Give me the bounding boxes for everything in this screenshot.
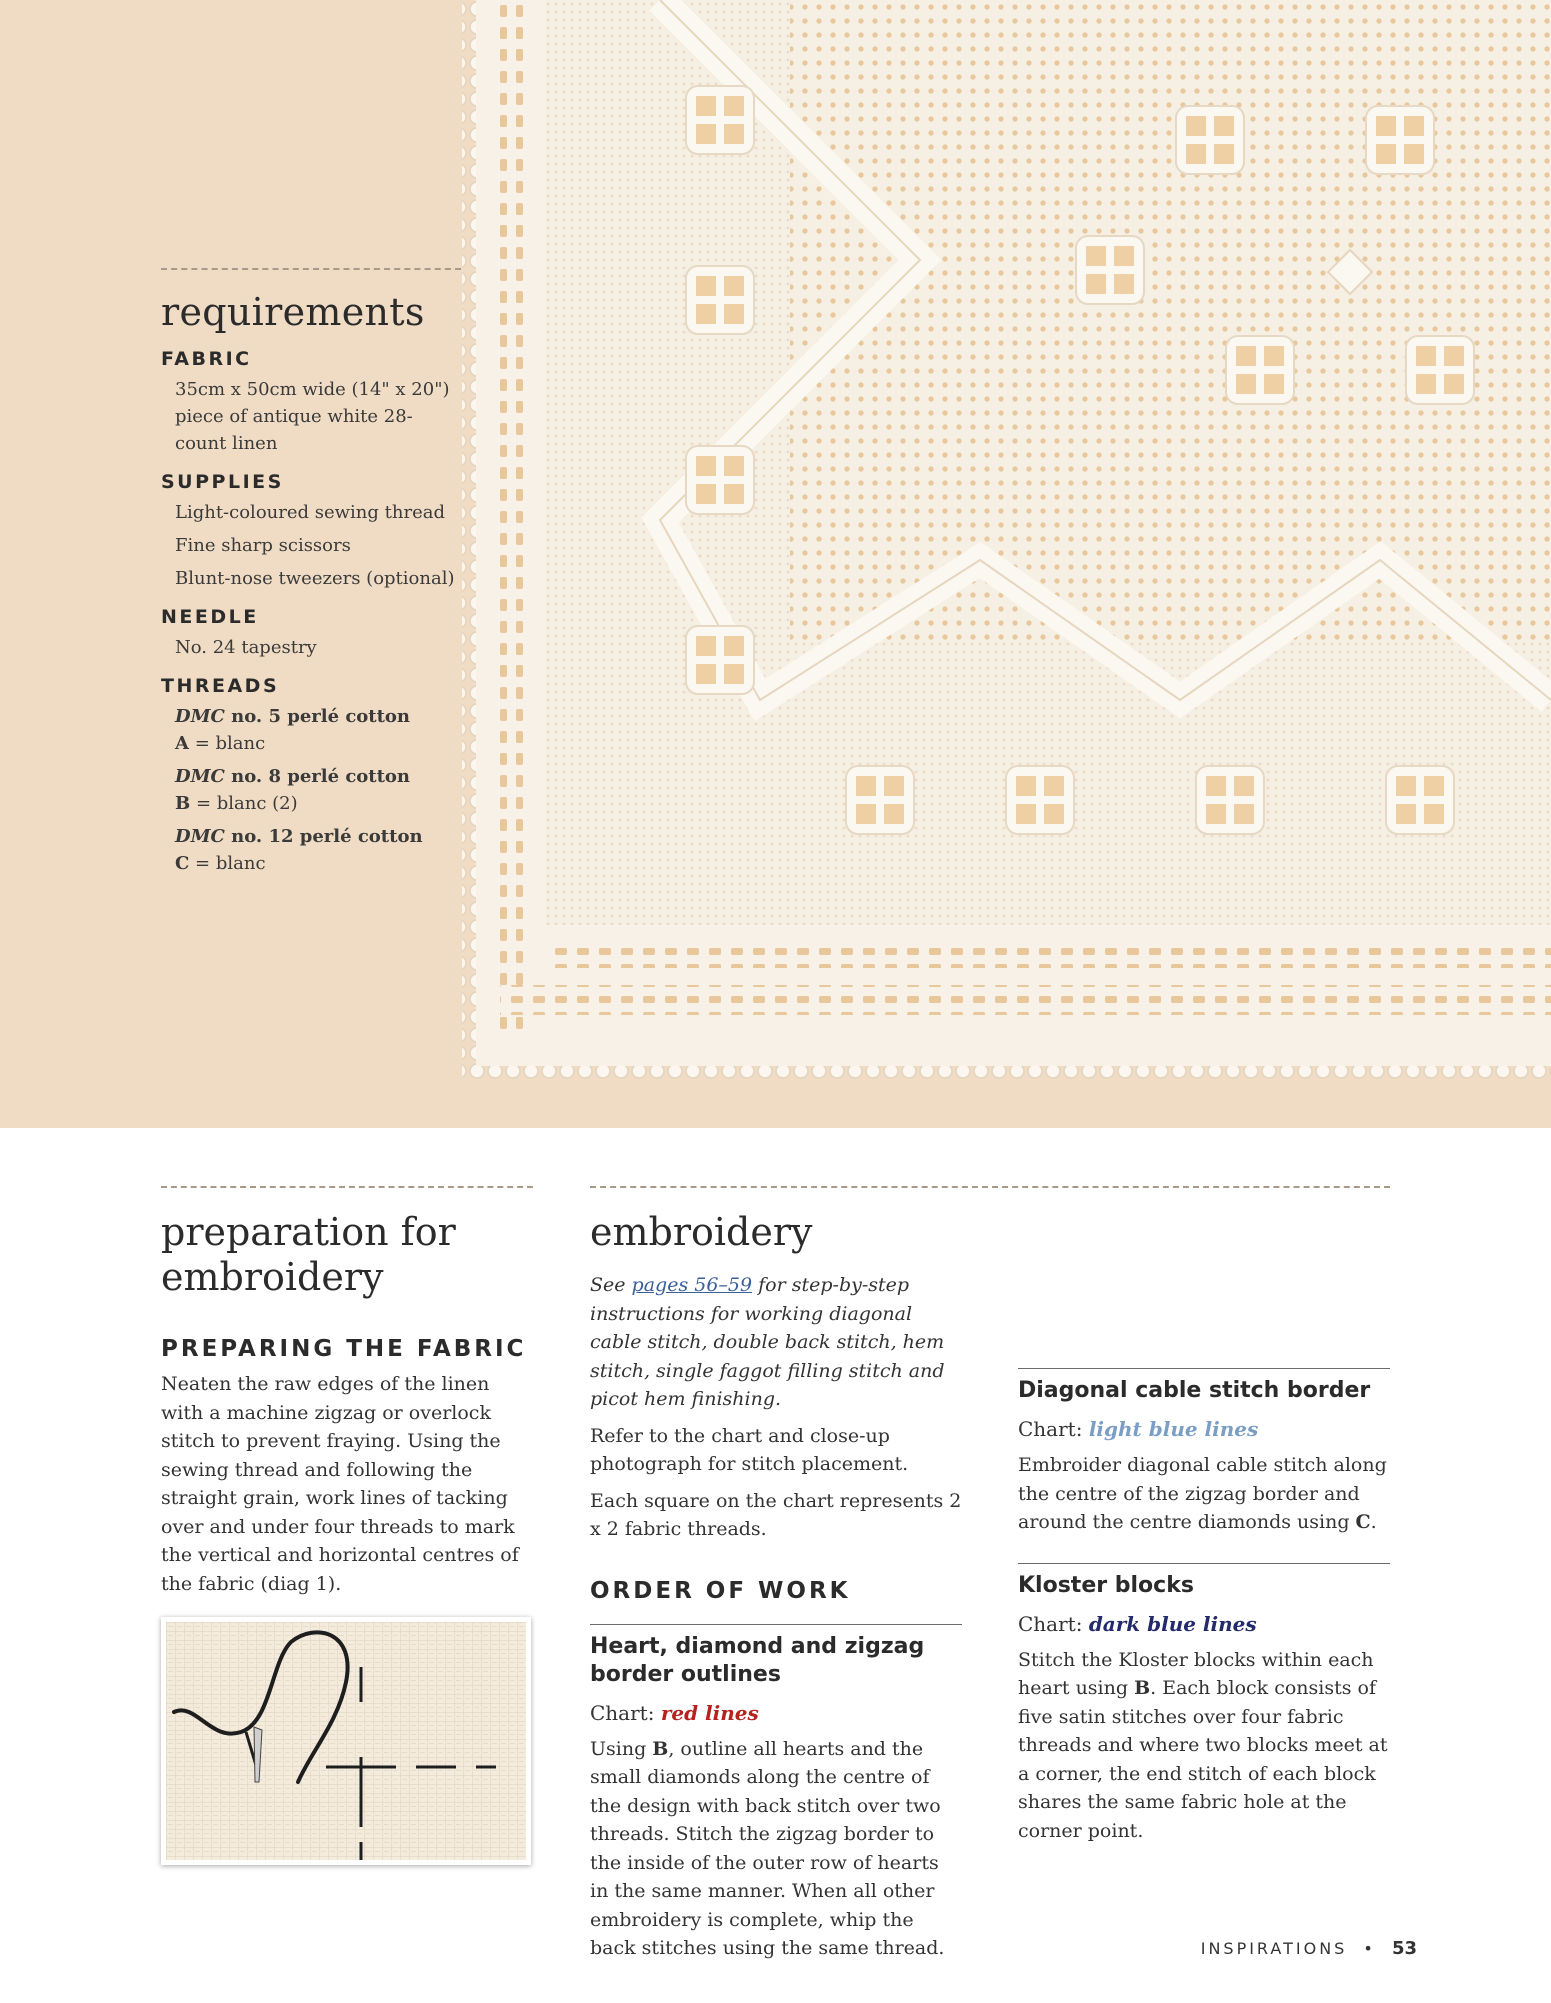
pages-link[interactable]: pages 56–59 — [631, 1274, 753, 1296]
section-divider — [1018, 1368, 1390, 1369]
chart-label: Chart: — [1018, 1611, 1089, 1636]
thread-brand: DMC — [175, 826, 225, 847]
placement-text: Refer to the chart and close-up photograph for stitch placement. — [590, 1424, 909, 1475]
section-divider — [590, 1624, 962, 1625]
thread-name: no. 12 perlé cotton — [224, 826, 423, 847]
needle-label: NEEDLE — [161, 606, 259, 628]
chart-key-kloster — [1018, 1612, 1390, 1636]
thread-color: = blanc (2) — [190, 793, 298, 814]
page-number: 53 — [1391, 1938, 1417, 1959]
cable-body — [1018, 1451, 1390, 1537]
chart-square-text: Each square on the chart represents 2 x 2 fabric threads. — [590, 1489, 962, 1540]
requirements-panel — [161, 268, 461, 883]
requirements-heading: requirements — [161, 290, 425, 334]
chart-label: Chart: — [1018, 1417, 1089, 1441]
supply-item: Blunt-nose tweezers (optional) — [175, 568, 455, 589]
thread-item — [175, 703, 461, 757]
preparation-body: Neaten the raw edges of the linen with a machine zigzag or overlock stitch to prevent fraying. Using the sewing thread and following the straight grain, work lines of tacking over and under four threads to mark the vertical and horizontal centres of the fabric (diag 1). — [161, 1373, 519, 1595]
fabric-text: 35cm x 50cm wide (14" x 20") piece of antique white 28-count linen — [175, 379, 450, 454]
thread-code: C — [175, 853, 190, 874]
embroidery-column — [590, 1186, 962, 1971]
preparation-heading-line2: embroidery — [161, 1255, 384, 1299]
s3-body-post: . Each block consists of five satin stitches over four fabric threads and where two blocks meet at a corner, the end stitch of each block shares the same fabric hole at the corner point. — [1018, 1677, 1388, 1842]
outlines-body — [590, 1735, 962, 1963]
section-name: INSPIRATIONS — [1200, 1939, 1348, 1958]
tacking-diagram — [166, 1622, 526, 1860]
thread-code: B — [175, 793, 191, 814]
s2-body-pre: Embroider diagonal cable stitch along the centre of the zigzag border and around the centre diamonds using — [1018, 1454, 1387, 1533]
fabric-label: FABRIC — [161, 348, 252, 370]
page-footer — [1201, 1938, 1417, 1959]
intro-post: for step-by-step instructions for working diagonal cable stitch, double back stitch, hem stitch, single faggot filling stitch and picot hem finishing. — [590, 1274, 945, 1410]
preparation-heading-line1: preparation for — [161, 1210, 456, 1254]
supplies-label: SUPPLIES — [161, 471, 284, 493]
intro-pre: See — [590, 1274, 632, 1296]
preparation-column — [161, 1186, 533, 1606]
footer-bullet: • — [1363, 1939, 1376, 1958]
s3-body-pre: Stitch the Kloster blocks within each heart using — [1018, 1648, 1374, 1699]
s1-body-thread: B — [652, 1737, 669, 1760]
chart-label: Chart: — [590, 1700, 661, 1725]
needle-text: No. 24 tapestry — [175, 637, 317, 658]
preparing-fabric-subhead: PREPARING THE FABRIC — [161, 1336, 527, 1362]
diagram-1 — [161, 1617, 531, 1865]
thread-name: no. 5 perlé cotton — [224, 706, 411, 727]
dashed-divider — [161, 268, 461, 270]
supply-item: Light-coloured sewing thread — [175, 502, 445, 523]
embroidery-intro — [590, 1271, 962, 1414]
thread-color: = blanc — [189, 853, 266, 874]
thread-code: A — [175, 733, 189, 754]
thread-color: = blanc — [188, 733, 266, 754]
thread-name: no. 8 perlé cotton — [224, 766, 411, 787]
section-title-kloster: Kloster blocks — [1018, 1572, 1194, 1598]
preparation-heading — [161, 1210, 533, 1300]
column-spacer — [1018, 1270, 1390, 1368]
s2-body-post: . — [1370, 1511, 1377, 1533]
section-divider — [1018, 1563, 1390, 1564]
chart-key-cable — [1018, 1417, 1390, 1441]
section-title-cable: Diagonal cable stitch border — [1018, 1378, 1371, 1403]
kloster-body — [1018, 1646, 1390, 1846]
chart-key-outlines — [590, 1701, 962, 1725]
section-title-outlines: Heart, diamond and zigzag border outlines — [590, 1633, 925, 1687]
s1-body-pre: Using — [590, 1737, 653, 1760]
dashed-divider — [590, 1186, 1390, 1188]
s1-body-post: , outline all hearts and the small diamonds along the centre of the design with back stitch over two threads. Stitch the zigzag border to the inside of the outer row of hearts in the same manner. When all other embroidery is complete, whip the back stitches using the same thread. — [590, 1737, 945, 1959]
embroidery-heading: embroidery — [590, 1210, 813, 1254]
order-of-work-subhead: ORDER OF WORK — [590, 1577, 851, 1604]
embroidery-column-continued — [1018, 1270, 1390, 1853]
thread-item — [175, 763, 461, 817]
chart-key-light-blue: light blue lines — [1088, 1417, 1259, 1441]
s3-body-thread: B — [1134, 1677, 1151, 1699]
supply-item: Fine sharp scissors — [175, 535, 351, 556]
chart-key-dark-blue: dark blue lines — [1088, 1611, 1257, 1636]
thread-brand: DMC — [175, 706, 225, 727]
thread-item — [175, 823, 461, 877]
s2-body-thread: C — [1355, 1511, 1371, 1533]
dashed-divider — [161, 1186, 533, 1188]
threads-label: THREADS — [161, 675, 280, 697]
chart-key-red: red lines — [660, 1700, 759, 1725]
thread-brand: DMC — [175, 766, 225, 787]
